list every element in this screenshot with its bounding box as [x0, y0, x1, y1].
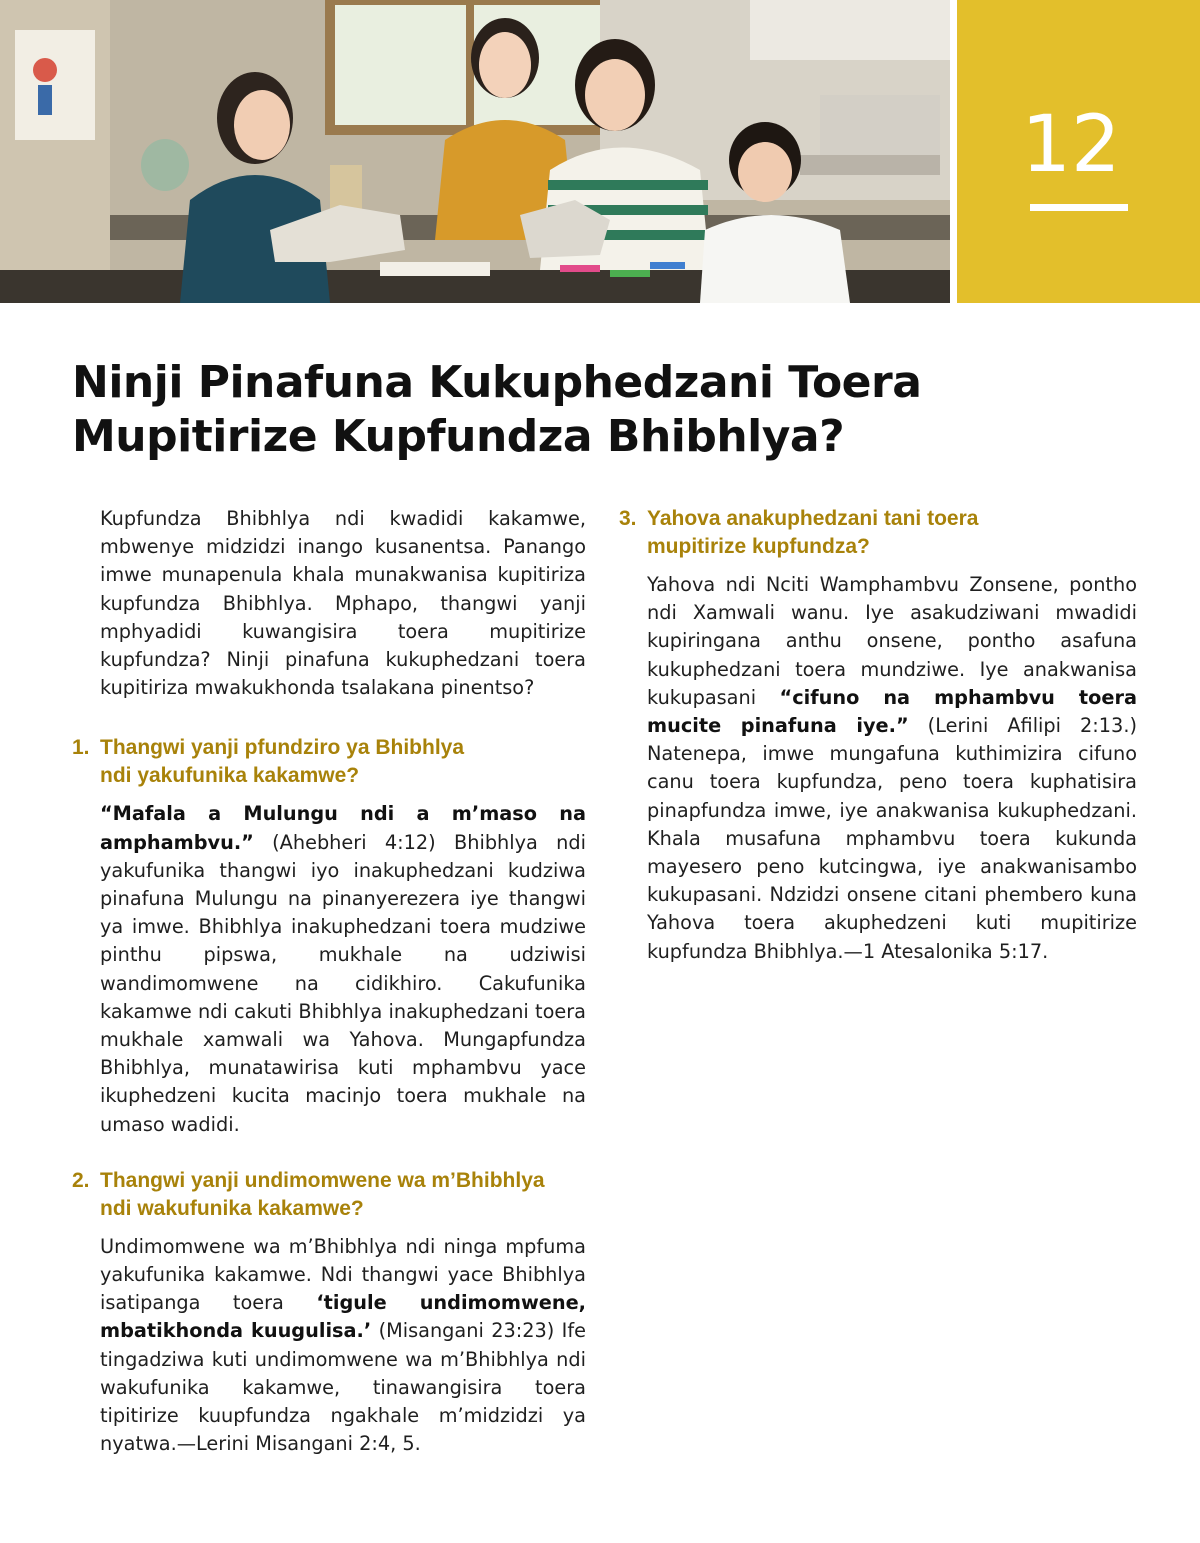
- section-1-body: (Ahebheri 4:12) Bhibhlya ndi yakufunika thangwi iyo inakuphedzani kudziwa pinafuna Mulungu na pinanyerezera iye thangwi ya imwe. Bhibhlya inakuphedzani toera mudziwe pinthu pipswa, mukhale na udziwisi wandimomwene na cidikhiro. Cakufunika kakamwe ndi cakuti Bhibhlya inakuphedzani toera mukhale xamwali wa Yahova. Mungapfundza Bhibhlya, munatawirisa kuti mphambvu yace ikuphedzeni kucita macinjo toera mukhale na umaso wadidi.: [100, 830, 586, 1136]
- section-3-body-end: (Lerini Afilipi 2:13.) Natenepa, imwe mungafuna kuthimizira cifuno canu toera kupfundza, peno toera kuphatisira pinapfundza imwe, iye anakwanisa kukuphedzani. Khala musafuna mphambvu toera kukunda mayesero peno kutcingwa, iye anakwanisambo kukupasani. Ndzidzi onsene citani phembero kuna Yahova toera akuphedzeni kuti mupitirize kupfundza Bhibhlya.—1 Atesalonika 5:17.: [647, 714, 1137, 963]
- section-3-heading: [619, 505, 1137, 561]
- header-photo: [0, 0, 950, 303]
- left-column: [72, 505, 586, 1458]
- section-2-number: 2.: [72, 1168, 90, 1192]
- section-3-body-start: Yahova ndi Nciti Wamphambvu Zonsene, pontho ndi Xamwali wanu. Iye asakudziwani mwadidi kupiringana anthu onsene, pontho asafuna kukuphedzani toera mundziwe. Iye anakwanisa kukupasani: [647, 573, 1137, 709]
- section-2-heading: [72, 1167, 586, 1223]
- intro-paragraph: Kupfundza Bhibhlya ndi kwadidi kakamwe, mbwenye midzidzi inango kusanentsa. Panango imwe munapenula khala munakwanisa kupitiriza kupfundza Bhibhlya. Mphapo, thangwi yanji mphyadidi kuwangisira toera mupitirize kupfundza? Ninji pinafuna kukuphedzani toera kupitiriza mwakukhonda tsalakana pinentso?: [100, 507, 586, 700]
- page-title: [72, 356, 1132, 464]
- lesson-number-box: [957, 0, 1200, 303]
- lesson-number-underline: [1030, 204, 1128, 211]
- right-column: [619, 505, 1137, 966]
- section-1-paragraph: [72, 800, 586, 1138]
- page-title-line-2: Mupitirize Kupfundza Bhibhlya?: [72, 411, 845, 462]
- section-3-heading-line-2: mupitirize kupfundza?: [647, 535, 870, 558]
- section-1-heading: [72, 734, 586, 790]
- section-2-body-start: Undimomwene wa m’Bhibhlya ndi ninga mpfuma yakufunika kakamwe. Ndi thangwi yace Bhibhlya isatipanga toera: [100, 1234, 586, 1315]
- section-3-quote: “cifuno na mphambvu toera mucite pinafuna iye.”: [647, 685, 1137, 738]
- section-1-heading-line-2: ndi yakufunika kakamwe?: [100, 764, 360, 788]
- section-1-heading-line-1: Thangwi yanji pfundziro ya Bhibhlya: [100, 736, 465, 760]
- section-2-body-end: (Misangani 23:23) Ife tingadziwa kuti undimomwene wa m’Bhibhlya ndi wakufunika kakamwe, tinawangisira toera tipitirize kuupfundza ngakhale m’midzidzi ya nyatwa.—Lerini Misangani 2:4, 5.: [100, 1319, 587, 1456]
- section-3-heading-line-1: Yahova anakuphedzani tani toera: [647, 507, 979, 530]
- section-2-quote: ‘tigule undimomwene, mbatikhonda kuugulisa.’: [100, 1291, 587, 1343]
- section-2-paragraph: [72, 1233, 586, 1459]
- lesson-number: 12: [1021, 100, 1121, 190]
- section-3-paragraph: [619, 571, 1137, 966]
- section-1-number: 1.: [72, 736, 90, 760]
- page-title-line-1: Ninji Pinafuna Kukuphedzani Toera: [72, 357, 922, 408]
- section-2-heading-line-2: ndi wakufunika kakamwe?: [100, 1196, 364, 1220]
- section-3-number: 3.: [619, 507, 637, 530]
- section-2-heading-line-1: Thangwi yanji undimomwene wa m’Bhibhlya: [100, 1168, 545, 1192]
- section-1-quote: “Mafala a Mulungu ndi a m’maso na amphambvu.”: [100, 802, 586, 854]
